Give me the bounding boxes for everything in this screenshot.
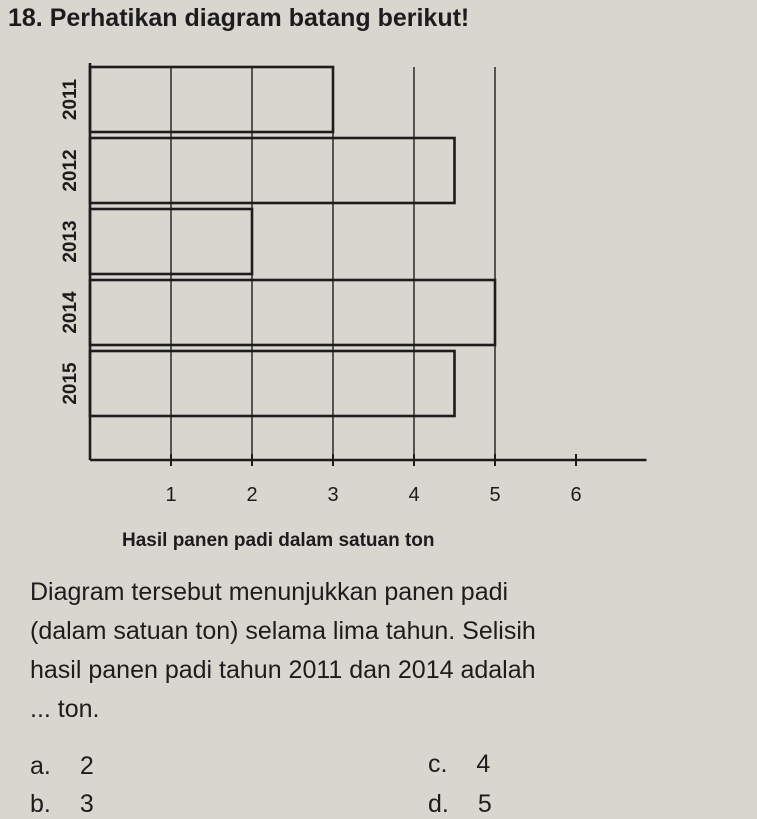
y-tick-label-2015: 2015 (60, 362, 81, 405)
x-tick-label-2: 2 (246, 484, 258, 506)
question-number: 18. (8, 4, 43, 32)
y-tick-label-2011: 2011 (60, 78, 81, 121)
option-b-label: b. (30, 790, 51, 818)
bar-2012 (90, 138, 455, 203)
bar-2015 (90, 351, 455, 416)
option-d-value: 5 (477, 790, 492, 818)
x-tick-label-6: 6 (570, 484, 582, 506)
x-tick-label-3: 3 (327, 484, 339, 506)
option-d[interactable] (428, 790, 492, 819)
x-tick-label-1: 1 (165, 484, 177, 506)
paragraph-line-3: hasil panen padi tahun 2011 dan 2014 adalah (30, 656, 536, 684)
option-d-label: d. (428, 790, 449, 818)
x-tick-label-4: 4 (408, 484, 420, 506)
y-tick-label-2014: 2014 (60, 291, 81, 334)
x-tick-label-5: 5 (489, 484, 501, 506)
bar-2011 (90, 67, 333, 132)
y-tick-label-2013: 2013 (60, 220, 81, 263)
option-c[interactable] (428, 750, 490, 779)
option-c-value: 4 (476, 750, 491, 778)
paragraph-line-4: ... ton. (30, 695, 100, 723)
option-b[interactable] (30, 790, 94, 819)
paragraph-line-1: Diagram tersebut menunjukkan panen padi (30, 578, 509, 606)
option-b-value: 3 (79, 790, 94, 818)
option-c-label: c. (428, 750, 448, 778)
option-a-value: 2 (79, 752, 94, 780)
question-heading: Perhatikan diagram batang berikut! (49, 4, 470, 32)
x-axis-label: Hasil panen padi dalam satuan ton (122, 530, 435, 551)
paragraph-line-2: (dalam satuan ton) selama lima tahun. Selisih (30, 617, 536, 645)
option-a[interactable] (30, 752, 94, 781)
bar-2014 (90, 280, 495, 345)
option-a-label: a. (30, 752, 51, 780)
y-tick-label-2012: 2012 (60, 149, 81, 192)
question-paragraph (30, 573, 745, 729)
